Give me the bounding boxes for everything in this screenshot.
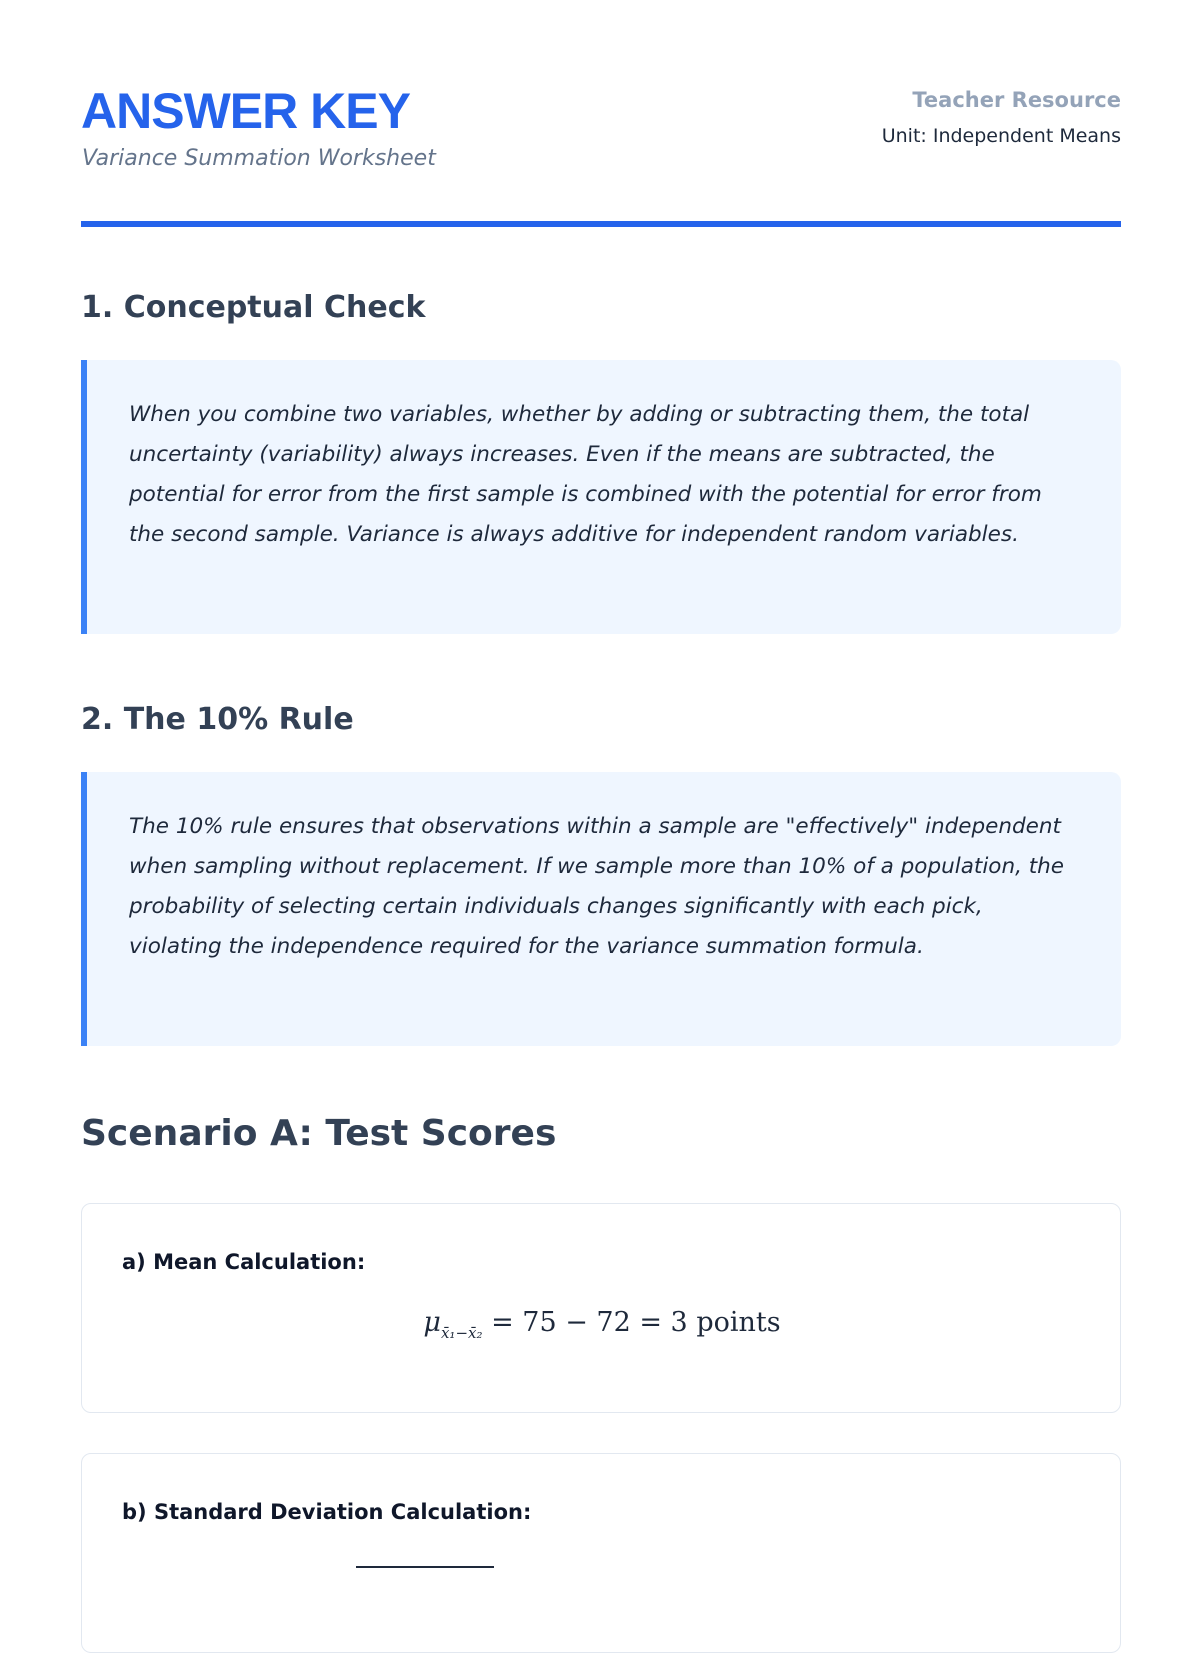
part-label: a) Mean Calculation: (122, 1250, 366, 1274)
document-header (81, 0, 1121, 227)
square-root-vinculum (356, 1566, 494, 1568)
answer-callout-ten-percent-rule (81, 772, 1121, 1046)
answer-callout-conceptual-check (81, 360, 1121, 634)
formula-expression: = 75 − 72 = 3 points (482, 1307, 781, 1338)
answer-text: The 10% rule ensures that observations within a sample are "effectively" independent when sampling without replacement. If we sample more than 10% of a population, the probability of selecting certain individuals changes significantly with each pick, violating the independence required for the variance summation formula. (129, 814, 1065, 959)
document-subtitle: Variance Summation Worksheet (82, 146, 436, 171)
unit-label: Unit: Independent Means (881, 125, 1121, 147)
resource-label: Teacher Resource (912, 88, 1121, 112)
scenario-heading: Scenario A: Test Scores (81, 1113, 557, 1154)
section-heading-conceptual-check: 1. Conceptual Check (81, 290, 426, 325)
standard-deviation-card (81, 1453, 1121, 1653)
answer-key-page (81, 0, 1121, 1524)
mean-formula (82, 1307, 1122, 1342)
mean-calculation-card (81, 1203, 1121, 1413)
part-label: b) Standard Deviation Calculation: (122, 1500, 532, 1524)
formula-subscript: x̄₁−x̄₂ (440, 1324, 483, 1342)
answer-text: When you combine two variables, whether by adding or subtracting them, the total uncertainty (variability) always increases. Even if the means are subtracted, the potential for error from the first sample is combined with the potential for error from the second sample. Variance is always additive for independent random variables. (129, 402, 1042, 547)
formula-symbol: μ (423, 1307, 441, 1338)
document-title: ANSWER KEY (81, 83, 410, 139)
section-heading-ten-percent-rule: 2. The 10% Rule (81, 702, 354, 737)
